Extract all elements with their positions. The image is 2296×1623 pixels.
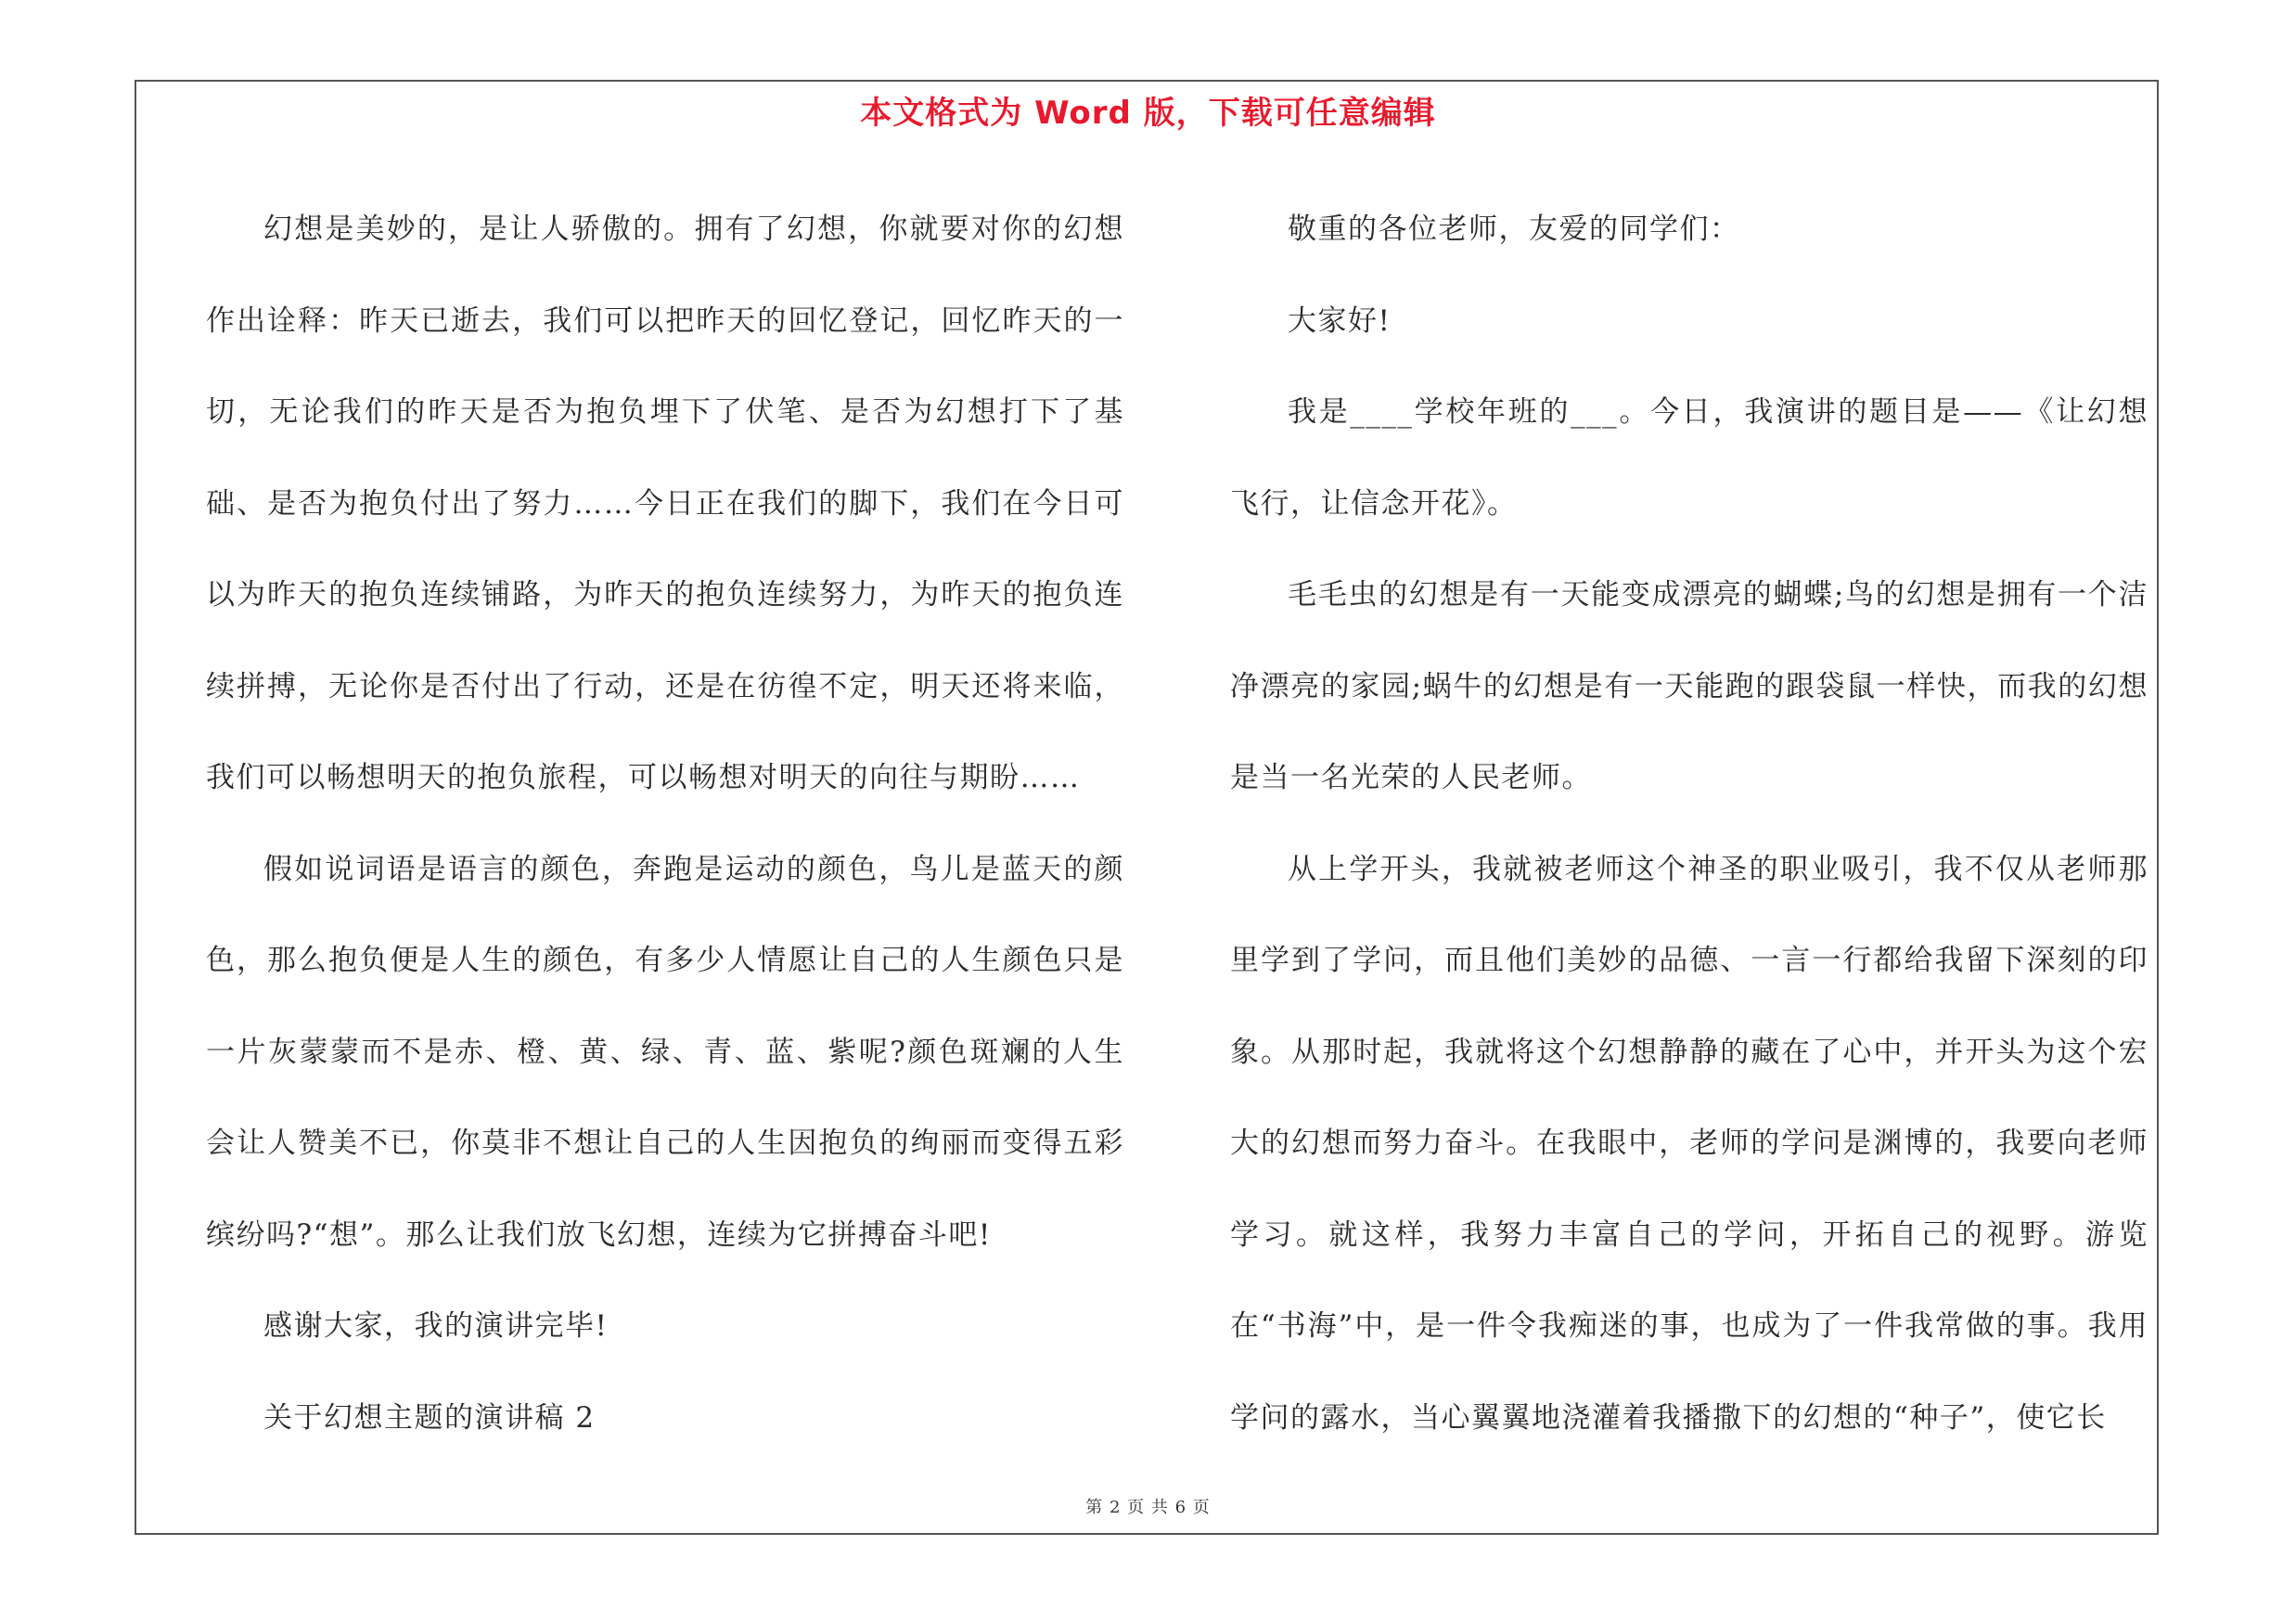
paragraph: 幻想是美妙的，是让人骄傲的。拥有了幻想，你就要对你的幻想作出诠释：昨天已逝去，我们可以把昨天的回忆登记，回忆昨天的一切，无论我们的昨天是否为抱负埋下了伏笔、是否为幻想打下了基础、是否为抱负付出了努力……今日正在我们的脚下，我们在今日可以为昨天的抱负连续铺路，为昨天的抱负连续努力，为昨天的抱负连续拼搏，无论你是否付出了行动，还是在彷徨不定，明天还将来临，我们可以畅想明天的抱负旅程，可以畅想对明天的向往与期盼……: [206, 213, 1124, 794]
greeting: 大家好!: [1288, 303, 1392, 338]
salutation: 敬重的各位老师，友爱的同学们：: [1288, 213, 1740, 246]
paragraph: 毛毛虫的幻想是有一天能变成漂亮的蝴蝶;鸟的幻想是拥有一个洁净漂亮的家园;蜗牛的幻想是有一天能跑的跟袋鼠一样快，而我的幻想是当一名光荣的人民老师。: [1230, 578, 2148, 794]
paragraph: 我是____学校年班的___。今日，我演讲的题目是——《让幻想飞行，让信念开花》。: [1230, 395, 2148, 521]
document-banner: 本文格式为 Word 版，下载可任意编辑: [860, 95, 1436, 132]
left-column: [206, 184, 1124, 1463]
right-column: [1230, 184, 2148, 1463]
page-number: 第 2 页 共 6 页: [1085, 1498, 1211, 1517]
section-heading: 关于幻想主题的演讲稿 2: [263, 1400, 596, 1435]
paragraph: 从上学开头，我就被老师这个神圣的职业吸引，我不仅从老师那里学到了学问，而且他们美妙的品德、一言一行都给我留下深刻的印象。从那时起，我就将这个幻想静静的藏在了心中，并开头为这个宏大的幻想而努力奋斗。在我眼中，老师的学问是渊博的，我要向老师学习。就这样，我努力丰富自己的学问，开拓自己的视野。游览在“书海”中，是一件令我痴迷的事，也成为了一件我常做的事。我用学问的露水，当心翼翼地浇灌着我播撒下的幻想的“种子”，使它长: [1230, 852, 2148, 1435]
paragraph: 假如说词语是语言的颜色，奔跑是运动的颜色，鸟儿是蓝天的颜色，那么抱负便是人生的颜色，有多少人情愿让自己的人生颜色只是一片灰蒙蒙而不是赤、橙、黄、绿、青、蓝、紫呢?颜色斑斓的人生会让人赞美不已，你莫非不想让自己的人生因抱负的绚丽而变得五彩缤纷吗?“想”。那么让我们放飞幻想，连续为它拼搏奋斗吧!: [206, 852, 1124, 1252]
paragraph: 感谢大家，我的演讲完毕!: [263, 1309, 609, 1343]
